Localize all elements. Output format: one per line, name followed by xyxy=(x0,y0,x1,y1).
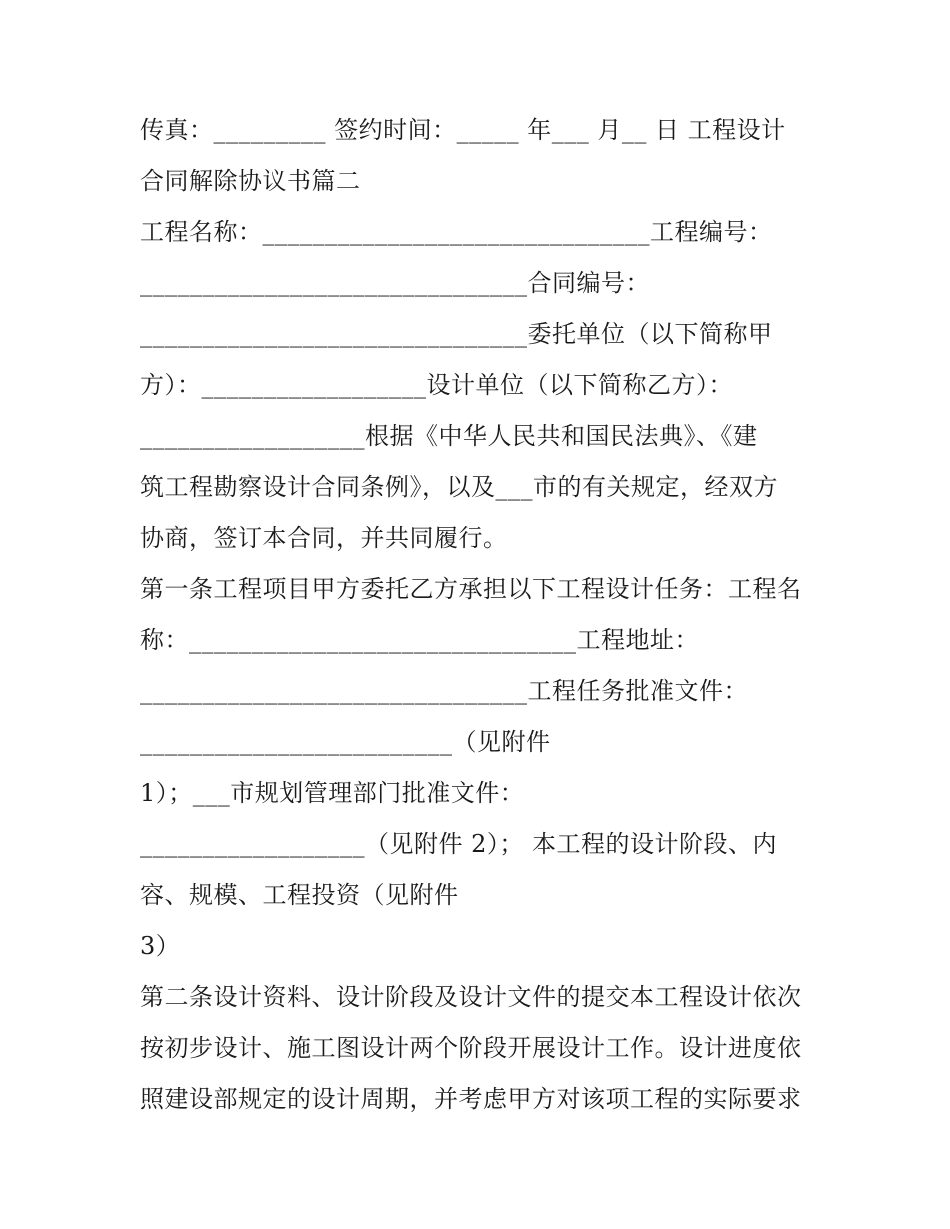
text-line: 容、规模、工程投资（见附件 xyxy=(140,881,459,909)
text-line: _______________________________合同编号： xyxy=(140,269,650,297)
text-line: 按初步设计、施工图设计两个阶段开展设计工作。设计进度依 xyxy=(140,1034,802,1062)
text-line: 筑工程勘察设计合同条例》，以及___市的有关规定，经双方 xyxy=(140,473,778,501)
text-line: 方）：__________________设计单位（以下简称乙方）： xyxy=(140,371,733,399)
text-line: 第二条设计资料、设计阶段及设计文件的提交本工程设计依次 xyxy=(140,983,802,1011)
text-line: __________________（见附件 2）； 本工程的设计阶段、内 xyxy=(140,830,778,858)
text-line: 第一条工程项目甲方委托乙方承担以下工程设计任务：工程名 xyxy=(140,575,802,603)
text-line: 1）；___市规划管理部门批准文件： xyxy=(140,779,525,807)
text-line: 合同解除协议书篇二 xyxy=(140,167,361,195)
text-line: _______________________________工程任务批准文件： xyxy=(140,677,748,705)
document-body xyxy=(140,108,820,1128)
text-line: __________________根据《中华人民共和国民法典》、《建 xyxy=(140,422,758,450)
text-line: 传真：_________ 签约时间：_____ 年___ 月__ 日 工程设计 xyxy=(140,116,786,144)
text-line: _________________________（见附件 xyxy=(140,728,551,756)
text-line: 协商，签订本合同，并共同履行。 xyxy=(140,524,508,552)
text-line: 3） xyxy=(140,932,181,960)
text-line: 称：_______________________________工程地址： xyxy=(140,626,699,654)
text-line: 工程名称：_______________________________工程编号： xyxy=(140,218,773,246)
text-line: _______________________________委托单位（以下简称甲 xyxy=(140,320,773,348)
text-line: 照建设部规定的设计周期，并考虑甲方对该项工程的实际要求 xyxy=(140,1085,802,1113)
